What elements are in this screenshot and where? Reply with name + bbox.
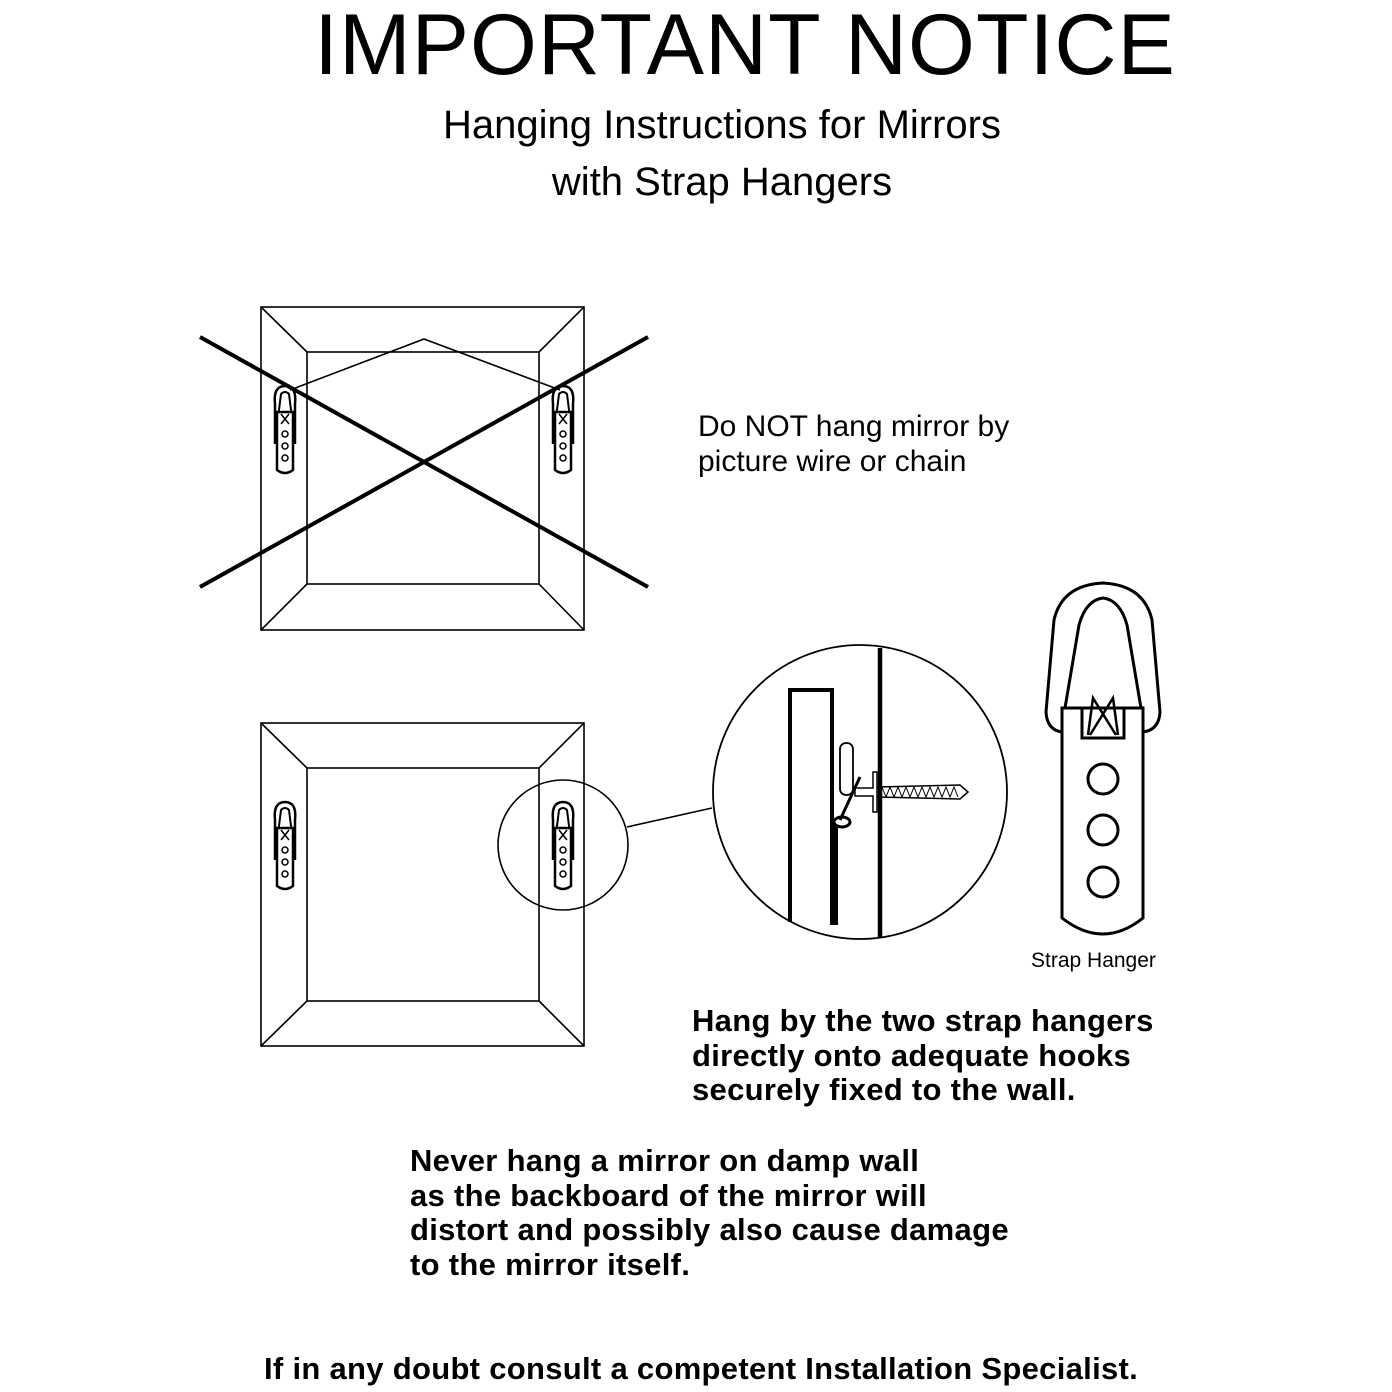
mirror-correct (261, 723, 712, 1046)
text-line: distort and possibly also cause damage (410, 1212, 1009, 1247)
correct-method-text (692, 1004, 1154, 1108)
text-line: securely fixed to the wall. (692, 1072, 1076, 1107)
wrong-method-text (698, 410, 1009, 479)
strap-hanger-icon (553, 386, 574, 473)
text-line: to the mirror itself. (410, 1246, 691, 1282)
strap-hanger-icon (275, 802, 296, 889)
strap-hanger-large (1046, 583, 1160, 934)
picture-wire (290, 339, 560, 390)
detail-view (713, 645, 1007, 939)
mirror-wrong (200, 307, 648, 630)
page-title: IMPORTANT NOTICE (314, 0, 1176, 93)
warning-text (410, 1144, 1009, 1282)
text-line: Do NOT hang mirror by (698, 410, 1010, 443)
subtitle-line: with Strap Hangers (551, 160, 893, 204)
text-line: Never hang a mirror on damp wall (410, 1143, 920, 1178)
text-line: directly onto adequate hooks (692, 1037, 1132, 1073)
strap-hanger-label: Strap Hanger (1031, 949, 1156, 972)
subtitle-line: Hanging Instructions for Mirrors (443, 103, 1001, 147)
footer-text: If in any doubt consult a competent Installation Specialist. (264, 1351, 1139, 1386)
text-line: picture wire or chain (698, 444, 967, 478)
text-line: as the backboard of the mirror will (410, 1177, 927, 1213)
text-line: Hang by the two strap hangers (692, 1003, 1154, 1038)
strap-hanger-icon (553, 802, 574, 889)
strap-hanger-icon (275, 386, 296, 473)
